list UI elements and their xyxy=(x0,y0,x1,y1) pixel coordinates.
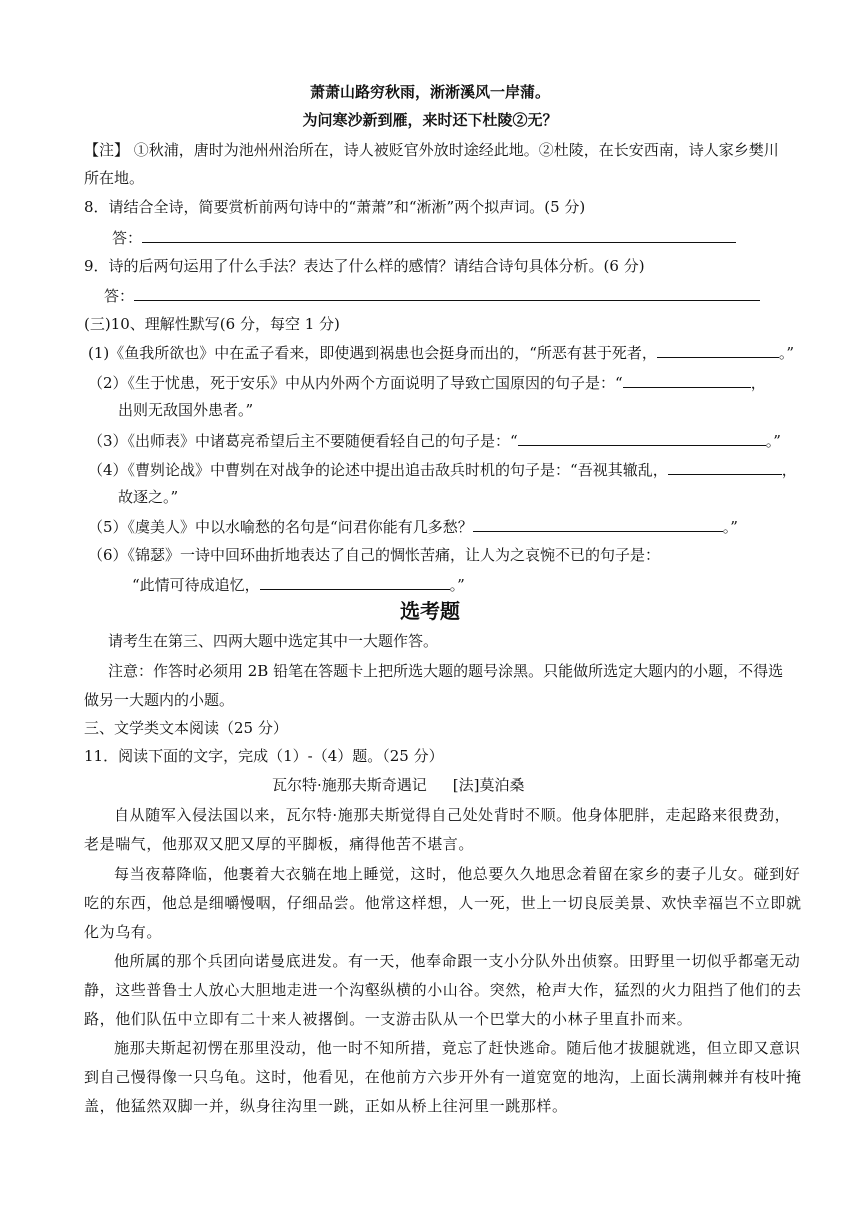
recite-item-1 xyxy=(88,342,794,363)
recite-item-2-cont: 出则无敌国外患者。” xyxy=(118,401,254,419)
recite-item-1-blank[interactable] xyxy=(657,342,779,358)
recite-item-2-end: ， xyxy=(750,374,766,392)
recite-item-3-text: （3）《出师表》中诸葛亮希望后主不要随便看轻自己的句子是：“ xyxy=(88,432,518,450)
recite-item-6-end: 。” xyxy=(449,576,465,594)
elective-title: 选考题 xyxy=(400,599,460,623)
q9-answer-blank[interactable] xyxy=(134,285,760,301)
recite-item-2 xyxy=(88,372,766,393)
question-8: 8．请结合全诗，简要赏析前两句诗中的“萧萧”和“淅淅”两个拟声词。(5 分) xyxy=(84,198,586,216)
recite-item-3-blank[interactable] xyxy=(518,430,766,446)
recite-item-3 xyxy=(88,430,781,451)
story-title: 瓦尔特·施那夫斯奇遇记 xyxy=(272,776,427,794)
part-3-header: 三、文学类文本阅读（25 分） xyxy=(84,719,288,737)
story-p1-line-1: 自从随军入侵法国以来，瓦尔特·施那夫斯觉得自己处处背时不顺。他身体肥胖，走起路来很费劲， xyxy=(114,806,791,824)
question-11: 11．阅读下面的文字，完成（1）-（4）题。（25 分） xyxy=(84,747,444,765)
note-line-1: 【注】 ①秋浦，唐时为池州州治所在，诗人被贬官外放时途经此地。②杜陵，在长安西南，诗人家乡樊川 xyxy=(84,141,779,159)
story-p4-line-3: 盖，他猛然双脚一并，纵身往沟里一跳，正如从桥上往河里一跳那样。 xyxy=(84,1097,568,1115)
recite-item-4-blank[interactable] xyxy=(668,459,782,475)
q9-answer-label: 答： xyxy=(104,287,135,305)
q8-answer-label: 答： xyxy=(112,229,143,247)
story-p4-line-2: 到自己慢得像一只乌龟。这时，他看见，在他前方六步开外有一道宽宽的地沟，上面长满荆棘并有枝叶掩 xyxy=(84,1068,802,1086)
recite-item-1-text: (1)《鱼我所欲也》中在孟子看来，即使遇到祸患也会挺身而出的，“所恶有甚于死者， xyxy=(88,344,657,362)
story-p3-line-3: 路，他们队伍中立即有二十来人被撂倒。一支游击队从一个巴掌大的小林子里直扑而来。 xyxy=(84,1010,693,1028)
recite-item-4-end: ， xyxy=(781,461,797,479)
recite-item-6-blank[interactable] xyxy=(260,574,450,590)
q8-answer-row xyxy=(112,227,736,248)
recite-item-6: （6）《锦瑟》一诗中回环曲折地表达了自己的惆怅苦痛，让人为之哀惋不已的句子是： xyxy=(88,546,661,564)
recite-item-1-end: 。” xyxy=(778,344,795,362)
recite-item-6-cont xyxy=(132,574,465,595)
story-p4-line-1: 施那夫斯起初愣在那里没动，他一时不知所措，竟忘了赶快逃命。随后他才拔腿就逃，但立即又意识 xyxy=(114,1039,801,1057)
poem-line-2: 为问寒沙新到雁，来时还下杜陵②无？ xyxy=(302,111,558,129)
question-9: 9．诗的后两句运用了什么手法？表达了什么样的感情？请结合诗句具体分析。(6 分) xyxy=(84,257,645,275)
story-p3-line-2: 静，这些普鲁士人放心大胆地走进一个沟壑纵横的小山谷。突然，枪声大作，猛烈的火力阻挡了他们的去 xyxy=(84,981,802,999)
recite-item-5-end: 。” xyxy=(722,518,738,536)
elective-instruction: 请考生在第三、四两大题中选定其中一大题作答。 xyxy=(108,632,439,650)
story-p2-line-2: 吃的东西，他总是细嚼慢咽，仔细品尝。他常这样想，人一死，世上一切良辰美景、欢快幸福岂不立即就 xyxy=(84,894,802,912)
recite-item-5-text: （5）《虞美人》中以水喻愁的名句是“问君你能有几多愁？ xyxy=(88,518,473,536)
story-author: [法]莫泊桑 xyxy=(452,776,525,794)
recite-item-6-cont-text: “此情可待成追忆， xyxy=(132,576,260,594)
story-title-row xyxy=(272,775,525,795)
recite-item-4 xyxy=(88,459,797,480)
story-p1-line-2: 老是喘气，他那双又肥又厚的平脚板，痛得他苦不堪言。 xyxy=(84,835,475,853)
recite-item-2-text: （2）《生于忧患，死于安乐》中从内外两个方面说明了导致亡国原因的句子是：“ xyxy=(88,374,623,392)
story-p2-line-3: 化为乌有。 xyxy=(84,923,163,941)
recite-item-2-blank[interactable] xyxy=(623,372,751,388)
elective-notice-line-1: 注意：作答时必须用 2B 铅笔在答题卡上把所选大题的题号涂黑。只能做所选定大题内的小题，不得选 xyxy=(108,662,784,680)
note-line-2: 所在地。 xyxy=(84,169,145,187)
q8-answer-blank[interactable] xyxy=(142,227,736,243)
q9-answer-row xyxy=(104,285,760,306)
story-p2-line-1: 每当夜幕降临，他裹着大衣躺在地上睡觉，这时，他总要久久地思念着留在家乡的妻子儿女。碰到好 xyxy=(114,865,801,883)
section-3-header: (三)10、理解性默写(6 分，每空 1 分) xyxy=(84,315,340,333)
recite-item-4-text: （4）《曹刿论战》中曹刿在对战争的论述中提出追击敌兵时机的句子是：“吾视其辙乱， xyxy=(88,461,668,479)
elective-notice-line-2: 做另一大题内的小题。 xyxy=(84,691,235,709)
recite-item-3-end: 。” xyxy=(765,432,781,450)
poem-line-1: 萧萧山路穷秋雨，淅淅溪风一岸蒲。 xyxy=(309,83,550,101)
story-p3-line-1: 他所属的那个兵团向诺曼底进发。有一天，他奉命跟一支小分队外出侦察。田野里一切似乎都毫无动 xyxy=(114,952,801,970)
recite-item-5 xyxy=(88,516,738,537)
recite-item-5-blank[interactable] xyxy=(473,516,723,532)
recite-item-4-cont: 故逐之。” xyxy=(118,488,179,506)
